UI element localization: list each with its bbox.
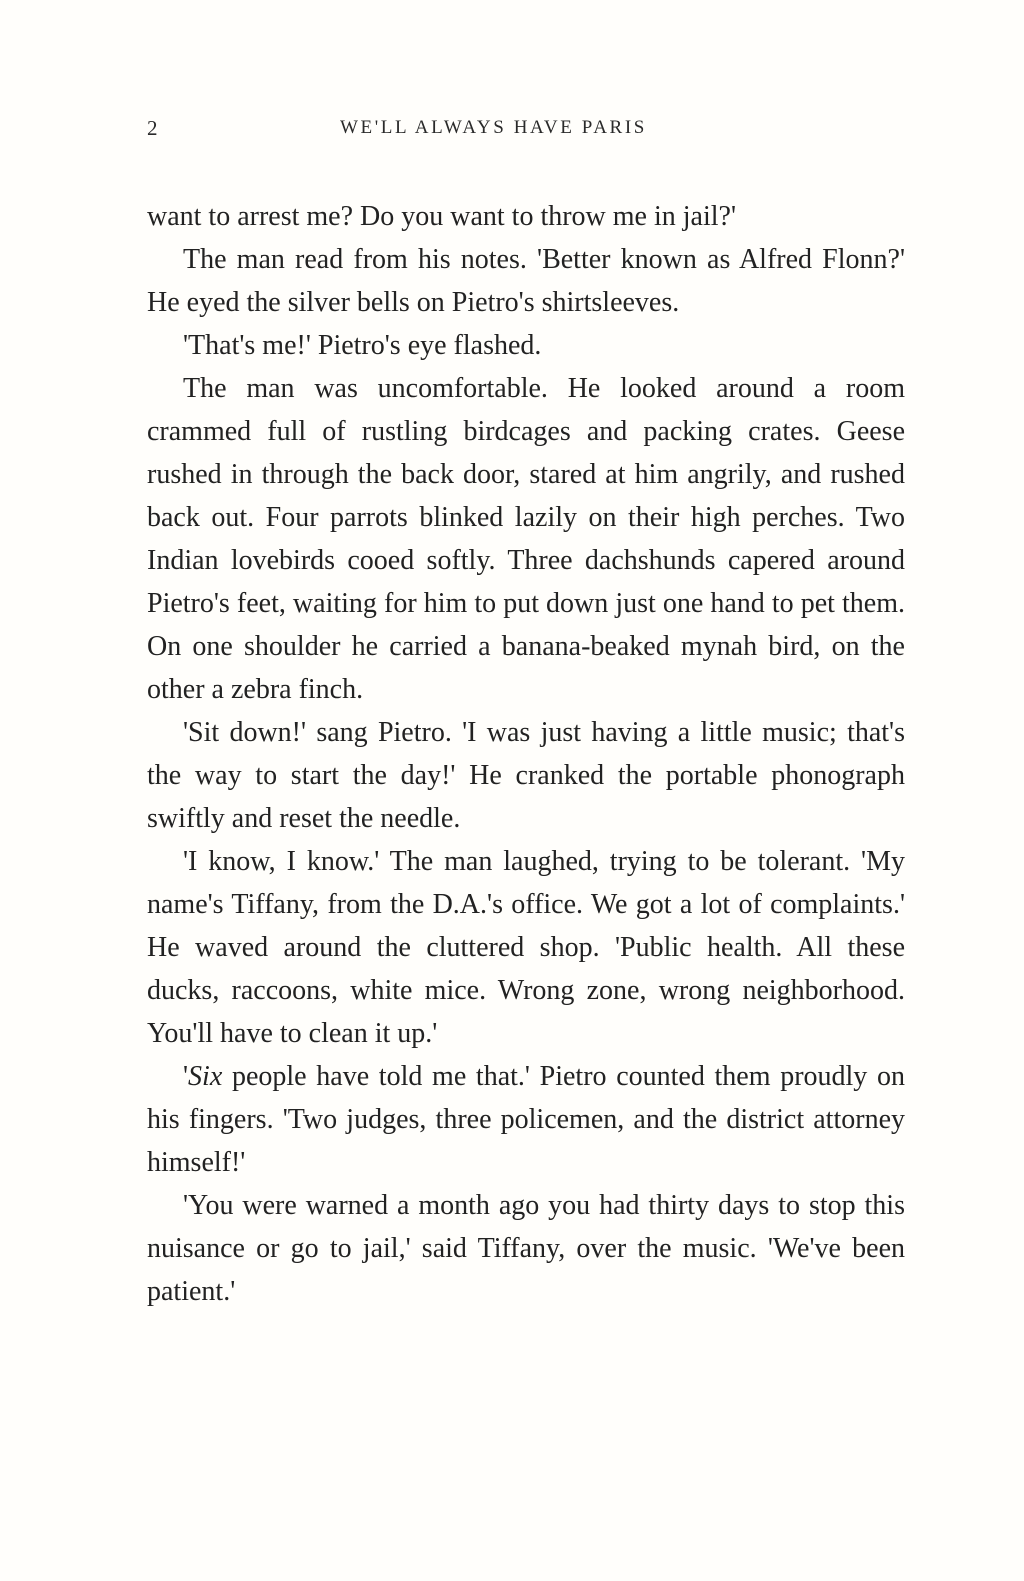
emphasized-word: Six — [188, 1061, 223, 1092]
open-quote: ' — [183, 1061, 189, 1092]
paragraph: 'That's me!' Pietro's eye flashed. — [183, 330, 542, 361]
running-head — [147, 116, 907, 146]
paragraph: want to arrest me? Do you want to throw me in jail?' — [147, 201, 736, 232]
page-number: 2 — [147, 116, 158, 140]
paragraph — [147, 1055, 905, 1184]
body-text — [147, 195, 905, 1313]
paragraph: 'Sit down!' sang Pietro. 'I was just having a little music; that's the way to start the day!' He cranked the portable phonograph swiftly and reset the needle. — [147, 717, 905, 834]
running-head-title: WE'LL ALWAYS HAVE PARIS — [340, 117, 647, 138]
paragraph: 'You were warned a month ago you had thirty days to stop this nuisance or go to jail,' said Tiffany, over the music. 'We've been patient.' — [147, 1190, 905, 1307]
paragraph: 'I know, I know.' The man laughed, trying to be tolerant. 'My name's Tiffany, from the D.A.'s office. We got a lot of complaints.' He waved around the cluttered shop. 'Public health. All these ducks, raccoons, white mice. Wrong zone, wrong neighborhood. You'll have to clean it up.' — [147, 846, 905, 1049]
paragraph: The man was uncomfortable. He looked around a room crammed full of rustling birdcages and packing crates. Geese rushed in through the back door, stared at him angrily, and rushed back out. Four parrots blinked lazily on their high perches. Two Indian lovebirds cooed softly. Three dachshunds capered around Pietro's feet, waiting for him to put down just one hand to pet them. On one shoulder he carried a banana-beaked mynah bird, on the other a zebra finch. — [147, 373, 905, 705]
paragraph: The man read from his notes. 'Better known as Alfred Flonn?' He eyed the silver bells on Pietro's shirtsleeves. — [147, 244, 905, 318]
paragraph-rest: people have told me that.' Pietro counted them proudly on his fingers. 'Two judges, three policemen, and the district attorney himself!' — [147, 1061, 905, 1178]
